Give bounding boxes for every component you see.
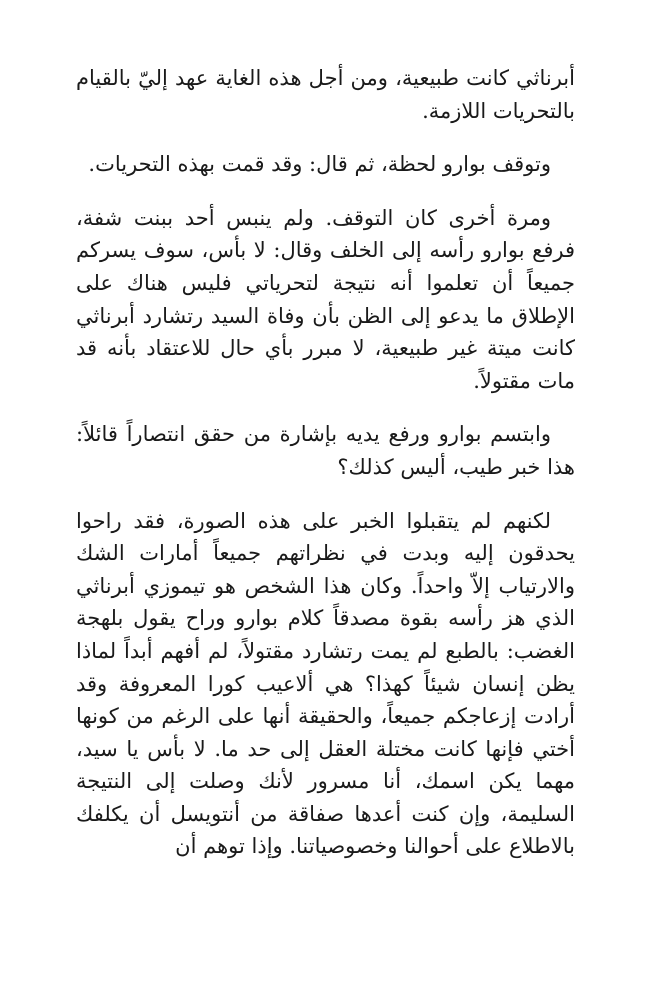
paragraph-4: وابتسم بوارو ورفع يديه بإشارة من حقق انتصاراً قائلاً: هذا خبر طيب، أليس كذلك؟ (76, 422, 575, 479)
document-page (76, 62, 575, 1000)
paragraph-1: أبرناثي كانت طبيعية، ومن أجل هذه الغاية عهد إليّ بالقيام بالتحريات اللازمة. (76, 66, 575, 123)
paragraph-3: ومرة أخرى كان التوقف. ولم ينبس أحد ببنت شفة، فرفع بوارو رأسه إلى الخلف وقال: لا بأس، سوف يسركم جميعاً أن تعلموا أنه نتيجة لتحرياتي فليس هناك على الإطلاق ما يدعو إلى الظن بأن وفاة السيد رتشارد أبرناثي كانت ميتة غير طبيعية، لا مبرر بأي حال للاعتقاد بأنه قد مات مقتولاً. (76, 205, 575, 393)
paragraph-5: لكنهم لم يتقبلوا الخبر على هذه الصورة، فقد راحوا يحدقون إليه وبدت في نظراتهم جميعاً أمارات الشك والارتياب إلاّ واحداً. وكان هذا الشخص هو تيموزي أبرناثي الذي هز رأسه بقوة مصدقاً كلام بوارو وراح يقول بلهجة الغضب: بالطبع لم يمت رتشارد مقتولاً، لم أفهم أبداً لماذا يظن إنسان شيئاً كهذا؟ هي ألاعيب كورا المعروفة وقد أرادت إزعاجكم جميعاً، والحقيقة أنها على الرغم من كونها أختي فإنها كانت مختلة العقل إلى حد ما. لا بأس يا سيد، مهما يكن اسمك، أنا مسرور لأنك وصلت إلى النتيجة السليمة، وإن كنت أعدها صفاقة من أنتويسل أن يكلفك بالاطلاع على أحوالنا وخصوصياتنا. وإذا توهم أن (76, 508, 575, 859)
paragraph-2: وتوقف بوارو لحظة، ثم قال: وقد قمت بهذه التحريات. (88, 152, 551, 177)
